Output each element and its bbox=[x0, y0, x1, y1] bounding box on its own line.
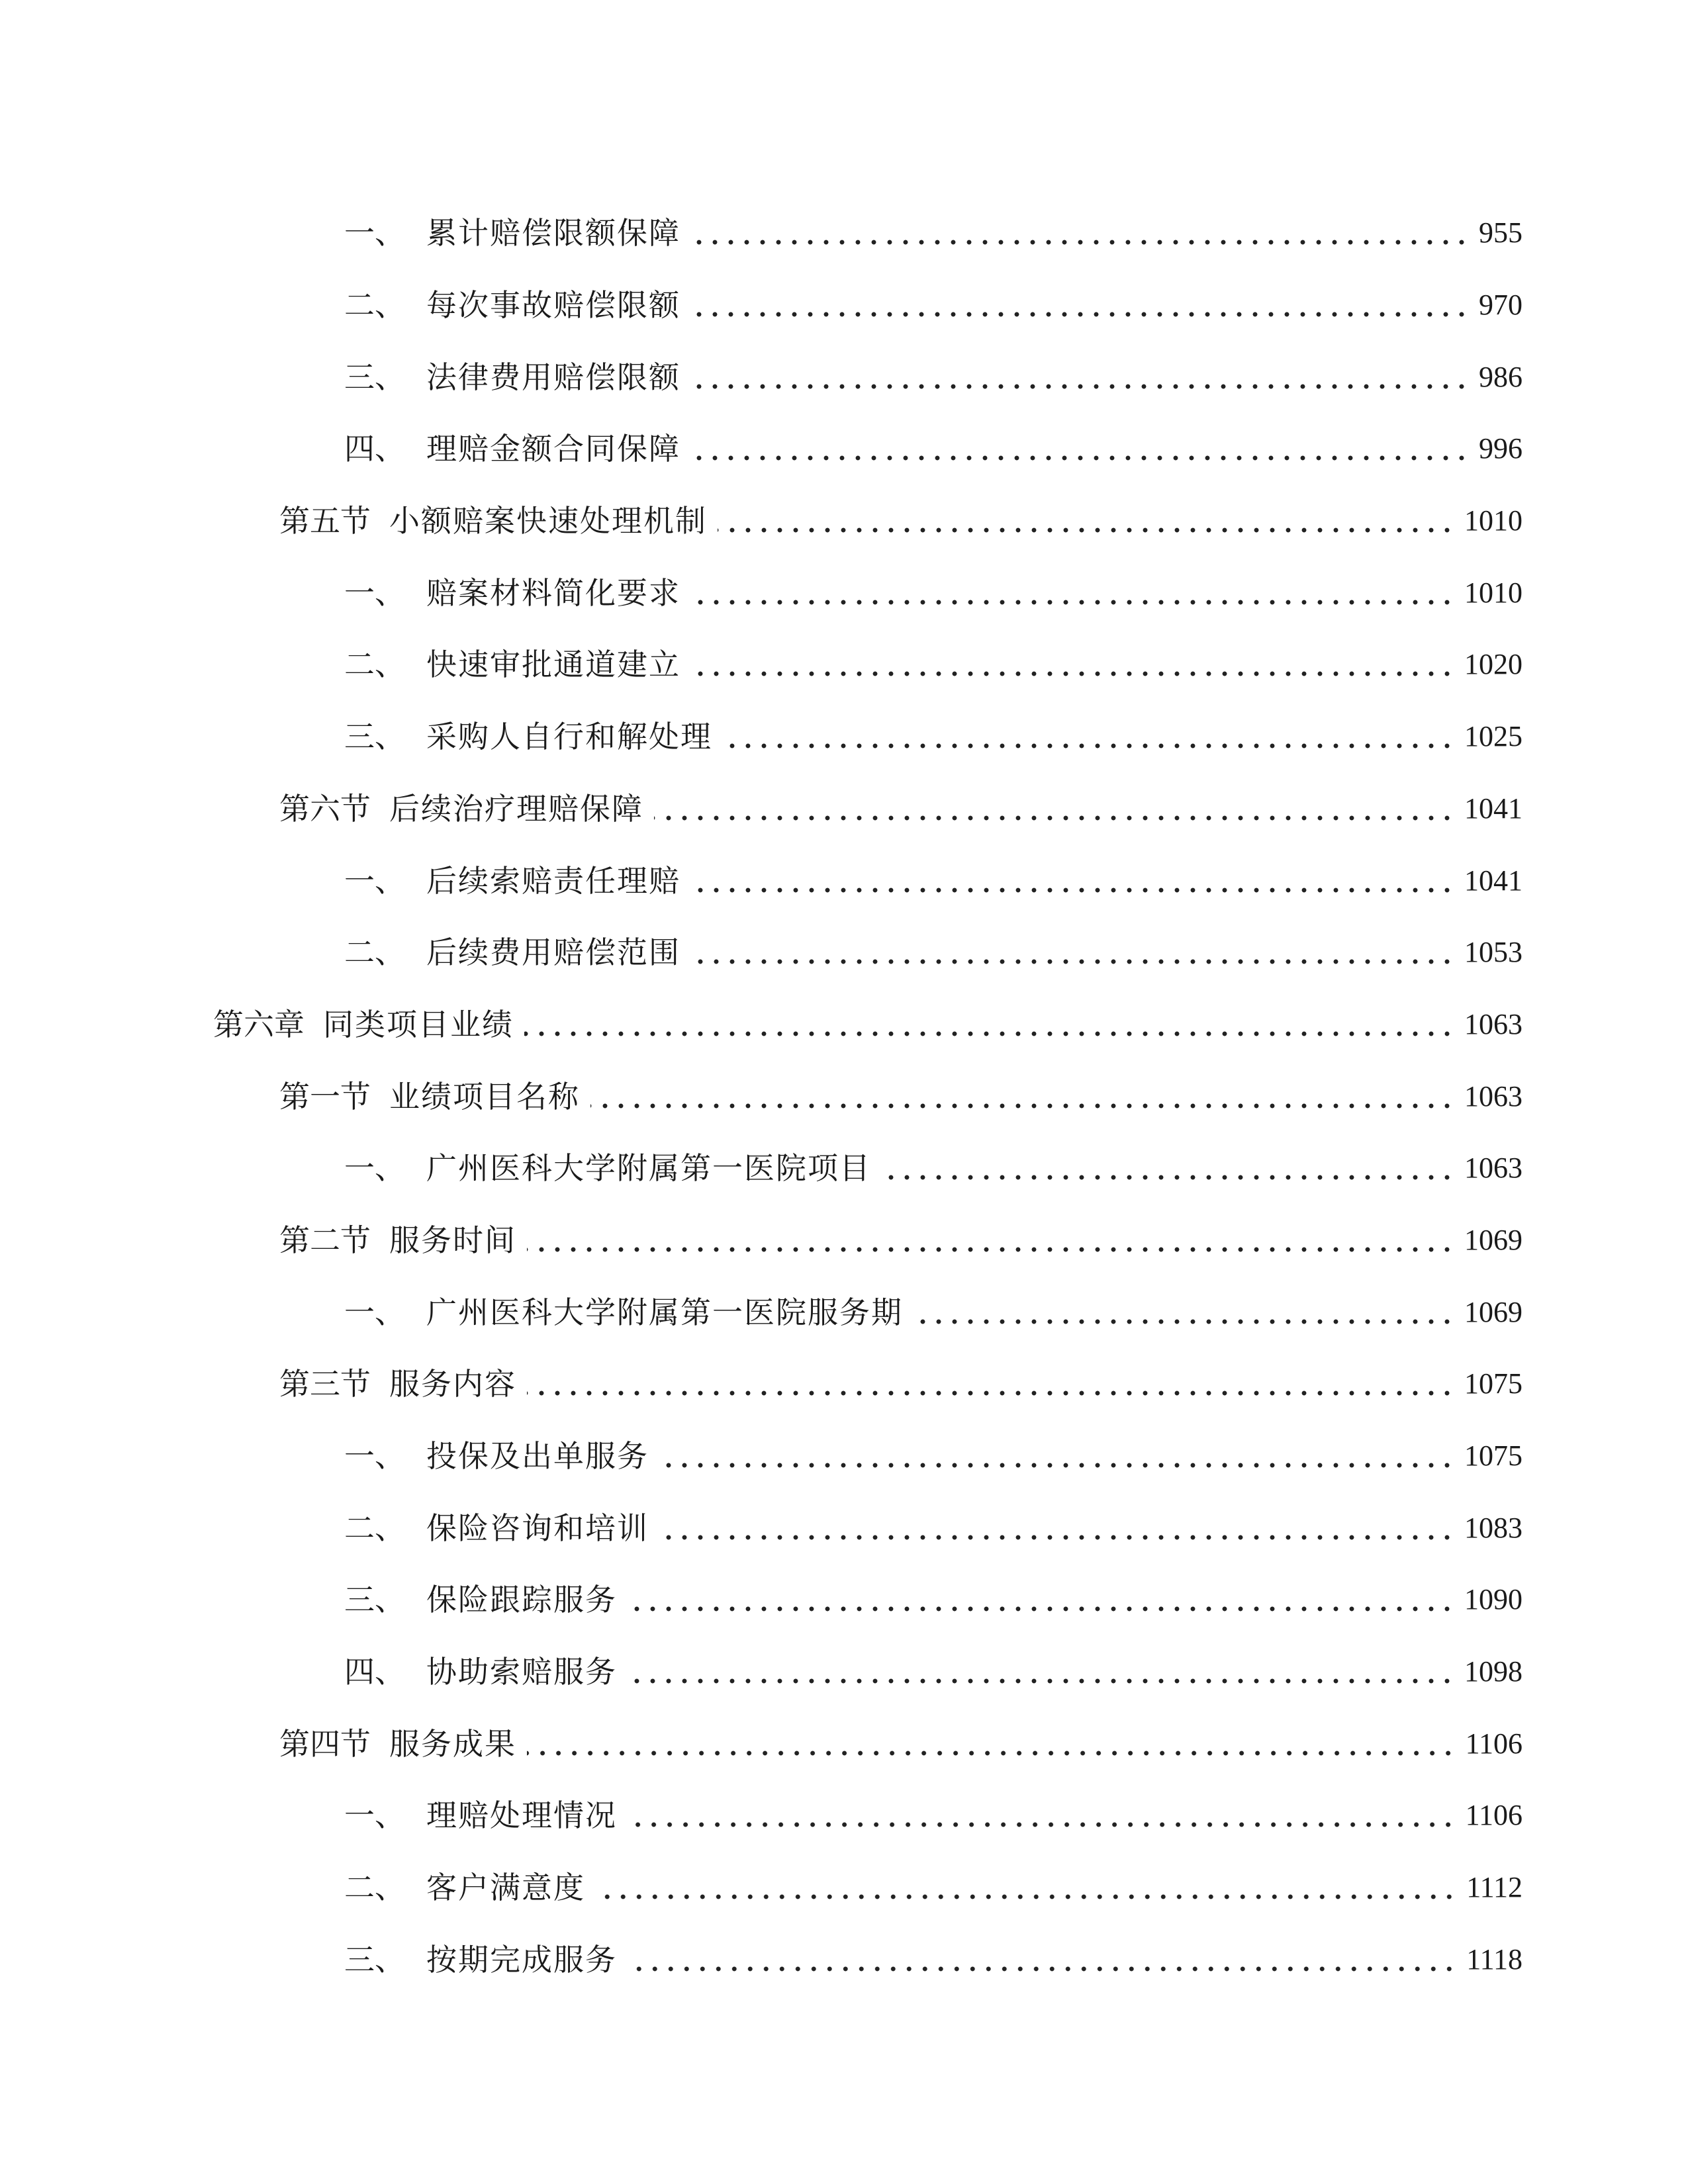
toc-entry-number: 第六章 bbox=[213, 1006, 305, 1042]
toc-entry[interactable] bbox=[0, 844, 1688, 917]
toc-entry-title: 广州医科大学附属第一医院服务期 bbox=[426, 1294, 903, 1330]
toc-entry-number: 二、 bbox=[344, 934, 405, 971]
toc-entry-page: 1041 bbox=[1464, 864, 1523, 897]
toc-entry-number: 第四节 bbox=[279, 1725, 371, 1762]
toc-entry-number: 第六节 bbox=[279, 790, 371, 827]
toc-entry-page: 1075 bbox=[1464, 1367, 1523, 1400]
dot-leader bbox=[527, 1225, 1455, 1255]
toc-section-entry[interactable] bbox=[0, 1060, 1688, 1132]
dot-leader bbox=[654, 794, 1455, 824]
toc-entry-number: 一、 bbox=[344, 1150, 405, 1187]
toc-entry-page: 986 bbox=[1479, 360, 1523, 393]
toc-entry-title: 每次事故赔偿限额 bbox=[426, 287, 680, 324]
toc-entry-title: 广州医科大学附属第一医院项目 bbox=[426, 1150, 871, 1187]
dot-leader bbox=[914, 1297, 1455, 1328]
toc-entry-title: 投保及出单服务 bbox=[426, 1438, 649, 1475]
toc-entry[interactable] bbox=[0, 1276, 1688, 1348]
toc-entry-number: 第三节 bbox=[279, 1366, 371, 1402]
toc-entry-page: 1106 bbox=[1465, 1799, 1523, 1832]
toc-section-entry[interactable] bbox=[0, 1205, 1688, 1277]
dot-leader bbox=[882, 1153, 1455, 1183]
toc-entry-title: 理赔金额合同保障 bbox=[426, 431, 680, 467]
toc-entry-number: 三、 bbox=[344, 1582, 405, 1618]
toc-entry-number: 一、 bbox=[344, 215, 405, 251]
dot-leader bbox=[527, 1369, 1455, 1399]
toc-entry[interactable] bbox=[0, 1132, 1688, 1205]
dot-leader bbox=[723, 721, 1455, 752]
toc-entry[interactable] bbox=[0, 197, 1688, 269]
toc-entry-number: 一、 bbox=[344, 1294, 405, 1330]
toc-entry-page: 1075 bbox=[1464, 1439, 1523, 1473]
toc-entry-page: 1020 bbox=[1464, 648, 1523, 681]
toc-entry-page: 1053 bbox=[1464, 936, 1523, 969]
toc-entry-title: 赔案材料简化要求 bbox=[426, 574, 680, 611]
toc-entry[interactable] bbox=[0, 1636, 1688, 1708]
dot-leader bbox=[628, 1657, 1455, 1687]
toc-entry-title: 理赔处理情况 bbox=[426, 1797, 617, 1834]
dot-leader bbox=[691, 937, 1455, 968]
toc-entry-page: 1083 bbox=[1464, 1511, 1523, 1544]
toc-entry-number: 二、 bbox=[344, 1870, 405, 1906]
toc-entry-title: 法律费用赔偿限额 bbox=[426, 359, 680, 395]
toc-entry-title: 保险咨询和培训 bbox=[426, 1510, 649, 1546]
toc-entry-page: 1112 bbox=[1466, 1871, 1523, 1904]
toc-section-entry[interactable] bbox=[0, 1348, 1688, 1420]
toc-entry-page: 970 bbox=[1479, 289, 1523, 322]
dot-leader bbox=[659, 1441, 1455, 1471]
toc-entry-page: 1041 bbox=[1464, 792, 1523, 825]
dot-leader bbox=[691, 290, 1470, 320]
dot-leader bbox=[628, 1584, 1455, 1615]
toc-entry[interactable] bbox=[0, 1852, 1688, 1924]
toc-entry-number: 第二节 bbox=[279, 1222, 371, 1258]
toc-entry-number: 四、 bbox=[344, 1654, 405, 1690]
toc-entry-page: 1063 bbox=[1464, 1152, 1523, 1185]
dot-leader bbox=[691, 649, 1455, 680]
toc-entry-title: 服务时间 bbox=[389, 1222, 516, 1258]
toc-entry[interactable] bbox=[0, 1420, 1688, 1492]
toc-entry[interactable] bbox=[0, 1924, 1688, 1996]
toc-entry-title: 后续费用赔偿范围 bbox=[426, 934, 680, 971]
dot-leader bbox=[718, 506, 1455, 536]
toc-entry[interactable] bbox=[0, 917, 1688, 989]
toc-entry-page: 1010 bbox=[1464, 576, 1523, 609]
toc-section-entry[interactable] bbox=[0, 485, 1688, 557]
dot-leader bbox=[659, 1513, 1455, 1543]
dot-leader bbox=[691, 578, 1455, 608]
toc-entry-title: 按期完成服务 bbox=[426, 1941, 617, 1978]
toc-entry-number: 一、 bbox=[344, 1438, 405, 1475]
toc-entry-number: 二、 bbox=[344, 287, 405, 324]
toc-entry-number: 一、 bbox=[344, 862, 405, 899]
dot-leader bbox=[691, 866, 1455, 896]
toc-entry-number: 第一节 bbox=[279, 1078, 371, 1115]
toc-entry-page: 1090 bbox=[1464, 1583, 1523, 1616]
toc-entry-page: 955 bbox=[1479, 216, 1523, 250]
toc-entry-page: 1025 bbox=[1464, 720, 1523, 753]
dot-leader bbox=[596, 1872, 1457, 1903]
toc-entry-number: 一、 bbox=[344, 574, 405, 611]
toc-entry-number: 一、 bbox=[344, 1797, 405, 1834]
toc-entry-page: 1069 bbox=[1464, 1295, 1523, 1328]
toc-entry[interactable] bbox=[0, 557, 1688, 629]
toc-entry-title: 服务成果 bbox=[389, 1725, 516, 1762]
toc-entry[interactable] bbox=[0, 1780, 1688, 1852]
toc-entry-page: 1098 bbox=[1464, 1655, 1523, 1688]
dot-leader bbox=[691, 218, 1470, 248]
toc-entry-title: 协助索赔服务 bbox=[426, 1654, 617, 1690]
dot-leader bbox=[524, 1009, 1455, 1040]
toc-entry[interactable] bbox=[0, 1492, 1688, 1564]
toc-entry[interactable] bbox=[0, 269, 1688, 341]
toc-entry-title: 累计赔偿限额保障 bbox=[426, 215, 680, 251]
toc-entry-title: 客户满意度 bbox=[426, 1870, 585, 1906]
toc-entry-number: 二、 bbox=[344, 647, 405, 683]
toc-entry-number: 第五节 bbox=[279, 503, 371, 539]
toc-entry-page: 1069 bbox=[1464, 1223, 1523, 1256]
toc-entry-number: 四、 bbox=[344, 431, 405, 467]
toc-section-entry[interactable] bbox=[0, 773, 1688, 845]
toc-entry[interactable] bbox=[0, 341, 1688, 413]
toc-entry-title: 采购人自行和解处理 bbox=[426, 719, 712, 755]
dot-leader bbox=[628, 1800, 1456, 1831]
toc-section-entry[interactable] bbox=[0, 1707, 1688, 1780]
toc-entry-number: 二、 bbox=[344, 1510, 405, 1546]
toc-entry-title: 保险跟踪服务 bbox=[426, 1582, 617, 1618]
toc-entry-title: 业绩项目名称 bbox=[389, 1078, 580, 1115]
table-of-contents bbox=[0, 197, 1688, 1995]
toc-entry[interactable] bbox=[0, 701, 1688, 773]
dot-leader bbox=[628, 1944, 1457, 1975]
toc-entry[interactable] bbox=[0, 1564, 1688, 1636]
toc-entry-page: 1063 bbox=[1464, 1007, 1523, 1040]
toc-entry-title: 后续索赔责任理赔 bbox=[426, 862, 680, 899]
toc-entry-page: 996 bbox=[1479, 432, 1523, 465]
toc-entry-page: 1106 bbox=[1465, 1727, 1523, 1760]
toc-entry-page: 1063 bbox=[1464, 1079, 1523, 1113]
toc-entry-number: 三、 bbox=[344, 359, 405, 395]
toc-entry-title: 后续治疗理赔保障 bbox=[389, 790, 643, 827]
toc-entry-page: 1118 bbox=[1466, 1942, 1523, 1976]
toc-entry-number: 三、 bbox=[344, 719, 405, 755]
toc-entry-page: 1010 bbox=[1464, 504, 1523, 537]
toc-entry-title: 小额赔案快速处理机制 bbox=[389, 503, 707, 539]
toc-chapter-entry[interactable] bbox=[0, 989, 1688, 1061]
dot-leader bbox=[691, 433, 1470, 464]
toc-entry[interactable] bbox=[0, 629, 1688, 701]
toc-entry-title: 同类项目业绩 bbox=[323, 1006, 514, 1042]
toc-entry-title: 快速审批通道建立 bbox=[426, 647, 680, 683]
toc-entry[interactable] bbox=[0, 413, 1688, 485]
toc-entry-title: 服务内容 bbox=[389, 1366, 516, 1402]
dot-leader bbox=[590, 1081, 1455, 1112]
dot-leader bbox=[691, 362, 1470, 392]
dot-leader bbox=[527, 1729, 1456, 1759]
toc-entry-number: 三、 bbox=[344, 1941, 405, 1978]
